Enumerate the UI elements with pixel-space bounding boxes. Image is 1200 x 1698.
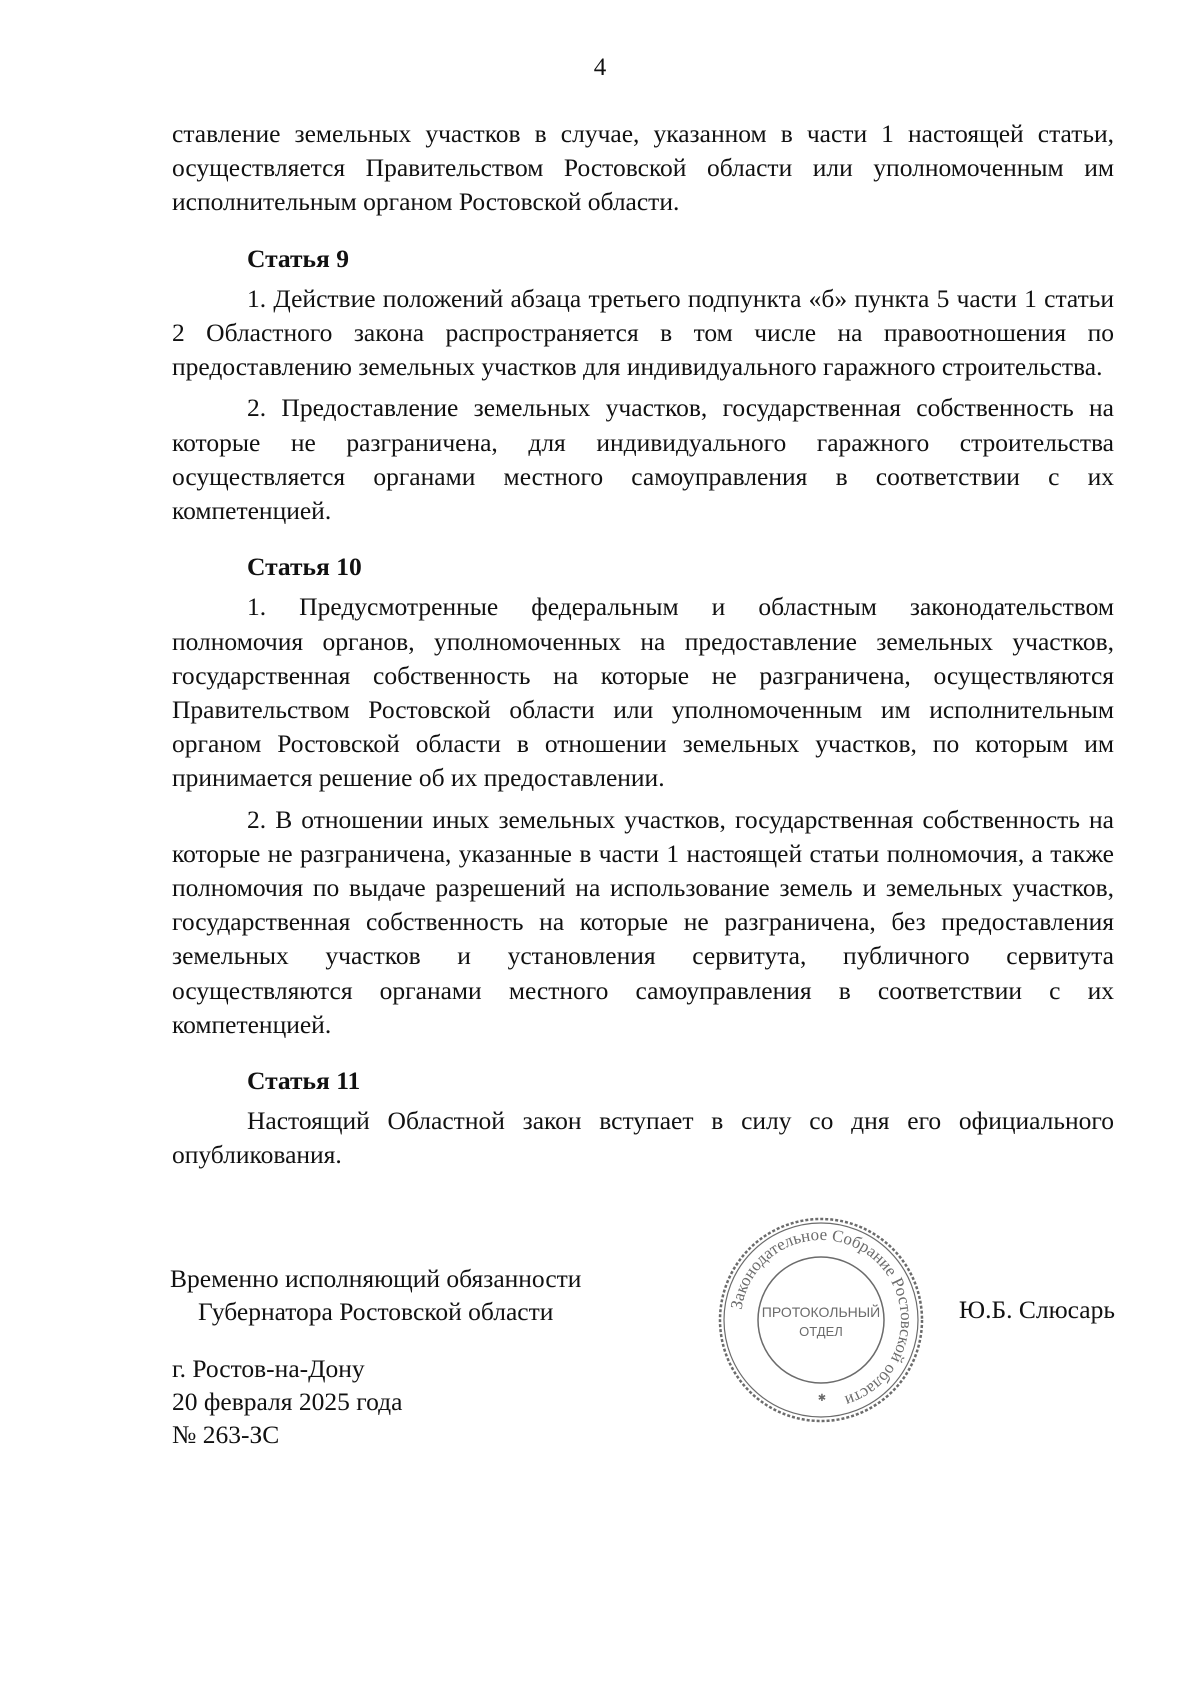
date: 20 февраля 2025 года bbox=[172, 1387, 403, 1416]
signatory-title bbox=[170, 1262, 581, 1328]
law-number: № 263-ЗС bbox=[172, 1420, 280, 1449]
article-paragraph: Настоящий Областной закон вступает в силу со дня его официального опубликования. bbox=[172, 1106, 1114, 1170]
document-body bbox=[172, 117, 1114, 1173]
seal-star-icon: ✱ bbox=[817, 1393, 827, 1404]
city: г. Ростов-на-Дону bbox=[172, 1354, 365, 1383]
seal-outer-ring bbox=[720, 1219, 922, 1421]
article-9 bbox=[172, 242, 1114, 529]
intro-paragraph: ставление земельных участков в случае, указанном в части 1 настоящей статьи, осуществляется Правительством Ростовской области или уполномоченным им исполнительным органом Ростовской области. bbox=[172, 119, 1114, 217]
article-paragraph: 2. В отношении иных земельных участков, государственная собственность на которые не разграничена, указанные в части 1 настоящей статьи полномочия, а также полномочия по выдаче разрешений на использование земель и земельных участков, государственная собственность на которые не разграничена, без предоставления земельных участков и установления сервитута, публичного сервитута осуществляются органами местного самоуправления в соответствии с их компетенцией. bbox=[172, 804, 1114, 1039]
article-heading: Статья 9 bbox=[247, 243, 349, 273]
seal-inner-text: ПРОТОКОЛЬНЫЙ bbox=[761, 1304, 881, 1320]
article-heading: Статья 10 bbox=[247, 552, 362, 582]
signatory-title-line: Губернатора Ростовской области bbox=[198, 1297, 554, 1326]
page-number: 4 bbox=[593, 54, 607, 81]
article-10 bbox=[172, 550, 1114, 1042]
place-date-block bbox=[172, 1352, 402, 1451]
signatory-title-line: Временно исполняющий обязанности bbox=[170, 1264, 582, 1293]
signatory-name: Ю.Б. Слюсарь bbox=[958, 1295, 1115, 1324]
article-paragraph: 1. Действие положений абзаца третьего подпункта «б» пункта 5 части 1 статьи 2 Областного закона распространяется в том числе на правоотношения по предоставлению земельных участков для индивидуального гаражного строительства. bbox=[172, 283, 1114, 382]
article-11 bbox=[172, 1064, 1114, 1173]
seal-ring bbox=[724, 1223, 918, 1417]
article-paragraph: 2. Предоставление земельных участков, государственная собственность на которые не разграничена, для индивидуального гаражного строительства осуществляется органами местного самоуправления в соответствии с их компетенцией. bbox=[172, 393, 1114, 526]
official-seal bbox=[716, 1215, 926, 1425]
article-heading: Статья 11 bbox=[247, 1066, 361, 1096]
seal-inner-ring bbox=[758, 1257, 884, 1383]
seal-inner-text: ОТДЕЛ bbox=[799, 1324, 843, 1339]
seal-outer-text: Законодательное Собрание Ростовской области bbox=[726, 1224, 917, 1411]
article-paragraph: 1. Предусмотренные федеральным и областным законодательством полномочия органов, уполномоченных на предоставление земельных участков, государственная собственность на которые не разграничена, осуществляются Правительством Ростовской области или уполномоченным им исполнительным органом Ростовской области в отношении земельных участков, по которым им принимается решение об их предоставлении. bbox=[172, 592, 1114, 793]
